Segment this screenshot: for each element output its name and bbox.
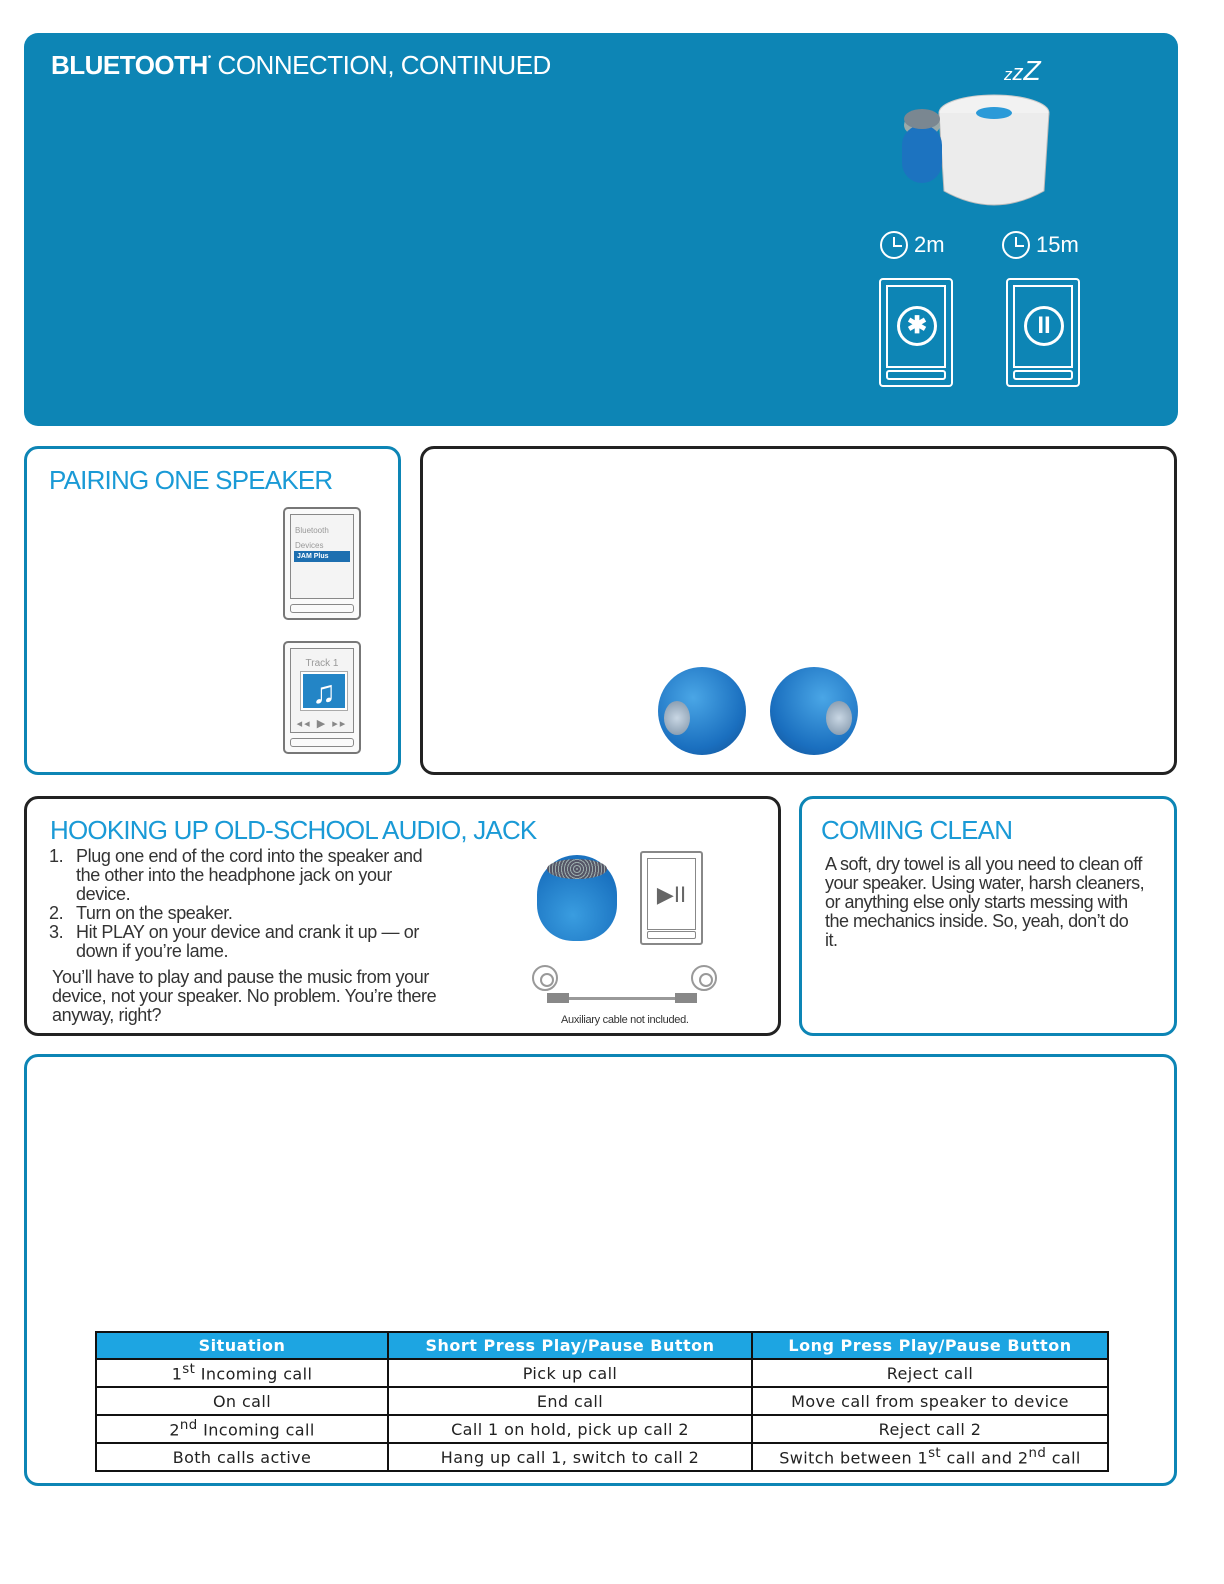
long-press-cell [752, 1443, 1108, 1471]
cell-text: call [1046, 1448, 1081, 1468]
timer-2m-label: 2m [914, 232, 945, 257]
clean-section-title: COMING CLEAN [821, 815, 1013, 845]
cell-text: Incoming call [195, 1364, 313, 1384]
aux-cable-illustration [547, 997, 697, 1000]
list-item [49, 923, 449, 961]
timer-15m-label: 15m [1036, 232, 1079, 257]
situation-cell [96, 1359, 388, 1387]
short-press-cell: End call [388, 1387, 752, 1415]
table-row [96, 1415, 1108, 1443]
step-text: Plug one end of the cord into the speaker and the other into the headphone jack on your device. [76, 846, 423, 904]
ordinal-suffix: nd [1028, 1446, 1047, 1462]
step-number: 3. [49, 922, 64, 942]
phone-music-player-illustration [283, 641, 361, 754]
speaker-on-charging-stand-illustration [894, 91, 1054, 221]
zzz-mid: z [1012, 60, 1024, 85]
step-number: 1. [49, 846, 64, 866]
table-row [96, 1387, 1108, 1415]
call-controls-table [95, 1331, 1109, 1472]
cell-text: Reject call 2 [878, 1419, 982, 1439]
trademark-mark: • [207, 52, 211, 63]
short-press-cell: Hang up call 1, switch to call 2 [388, 1443, 752, 1471]
situation-cell [96, 1387, 388, 1415]
speaker-pair-panel [420, 446, 1177, 775]
situation-cell [96, 1415, 388, 1443]
music-note-icon: ♫ [301, 672, 347, 710]
audio-jack-icon [691, 965, 717, 991]
cell-text: On call [212, 1391, 272, 1411]
phone-bluetooth-label: Bluetooth [295, 526, 329, 535]
speaker-left-illustration [658, 667, 746, 755]
step-number: 2. [49, 903, 64, 923]
ordinal-suffix: st [928, 1446, 942, 1462]
audio-note: You’ll have to play and pause the music from your device, not your speaker. No problem. You’re there anyway, right? [52, 967, 437, 1025]
step-text: Hit PLAY on your device and crank it up — or down if you’re lame. [76, 922, 419, 961]
call-controls-panel [24, 1054, 1177, 1486]
phone-track-label: Track 1 [305, 658, 339, 669]
aux-cable-note: Auxiliary cable not included. [561, 1014, 689, 1026]
device-bluetooth-off-illustration [879, 278, 953, 387]
ordinal-suffix: st [182, 1362, 196, 1378]
clock-icon [1002, 231, 1030, 259]
cell-text: Incoming call [197, 1420, 315, 1440]
short-press-cell: Pick up call [388, 1359, 752, 1387]
zzz-big: Z [1023, 55, 1041, 86]
audio-jack-icon [532, 965, 558, 991]
bluetooth-title-bold: BLUETOOTH [51, 50, 208, 80]
media-player-illustration [640, 851, 703, 945]
cell-text: Reject call [886, 1363, 974, 1383]
cell-text: 1 [171, 1364, 183, 1384]
long-press-cell [752, 1359, 1108, 1387]
header-short-press: Short Press Play/Pause Button [388, 1332, 752, 1359]
audio-steps-list [49, 847, 449, 961]
ordinal-suffix: nd [179, 1418, 198, 1434]
cell-text: Move call from speaker to device [791, 1391, 1069, 1411]
pause-icon: II [1024, 306, 1064, 346]
bluetooth-section-title [51, 50, 551, 81]
header-situation: Situation [96, 1332, 388, 1359]
table-header-row [96, 1332, 1108, 1359]
cell-text: call and 2 [941, 1448, 1029, 1468]
list-item [49, 904, 449, 923]
clean-body-text: A soft, dry towel is all you need to clean off your speaker. Using water, harsh cleaners, or anything else only starts messing with the mechanics inside. So, yeah, don’t do it. [825, 854, 1145, 950]
step-text: Turn on the speaker. [76, 903, 233, 923]
timer-15m [1002, 231, 1079, 259]
cell-text: Switch between 1 [779, 1448, 929, 1468]
pairing-one-speaker-panel [24, 446, 401, 775]
timer-2m [880, 231, 945, 259]
header-long-press: Long Press Play/Pause Button [752, 1332, 1108, 1359]
zzz-small: z [1004, 65, 1013, 84]
old-school-audio-panel [24, 796, 781, 1036]
speaker-illustration [537, 855, 617, 941]
long-press-cell [752, 1415, 1108, 1443]
bluetooth-continued-panel [24, 33, 1178, 426]
pairing-section-title: PAIRING ONE SPEAKER [49, 465, 333, 495]
short-press-cell: Call 1 on hold, pick up call 2 [388, 1415, 752, 1443]
cell-text: 2 [169, 1420, 180, 1440]
coming-clean-panel [799, 796, 1177, 1036]
play-pause-icon: ▶II [647, 858, 696, 930]
phone-device-name: JAM Plus [294, 551, 350, 562]
clock-icon [880, 231, 908, 259]
list-item [49, 847, 449, 904]
phone-bluetooth-settings-illustration [283, 507, 361, 620]
sleep-zzz-icon [1004, 55, 1041, 87]
transport-controls-icon: ◂◂ ▶ ▸▸ [296, 718, 348, 730]
phone-devices-label: Devices [295, 541, 324, 550]
device-paused-illustration [1006, 278, 1080, 387]
table-row [96, 1443, 1108, 1471]
situation-cell [96, 1443, 388, 1471]
bluetooth-title-rest: CONNECTION, CONTINUED [210, 50, 551, 80]
bluetooth-off-icon: ✱ [897, 306, 937, 346]
table-row [96, 1359, 1108, 1387]
audio-section-title: HOOKING UP OLD-SCHOOL AUDIO, JACK [50, 815, 537, 845]
long-press-cell [752, 1387, 1108, 1415]
speaker-right-illustration [770, 667, 858, 755]
cell-text: Both calls active [172, 1447, 312, 1467]
